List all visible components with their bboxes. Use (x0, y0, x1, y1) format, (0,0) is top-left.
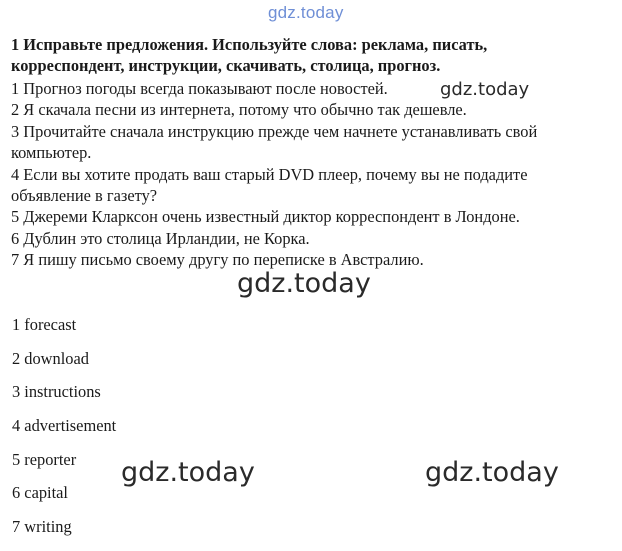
answer-4: 4 advertisement (12, 416, 117, 436)
sentence-1: 1 Прогноз погоды всегда показывают после новостей. (11, 79, 388, 98)
answer-7: 7 writing (12, 517, 72, 537)
watermark-bottom-right: gdz.today (425, 457, 559, 488)
sentence-3-continued: компьютер. (11, 143, 92, 163)
answer-1: 1 forecast (12, 315, 77, 334)
answer-5: 5 reporter (12, 449, 77, 469)
answer-list (12, 315, 116, 551)
watermark-bottom-left: gdz.today (121, 457, 255, 488)
sentence-6: 6 Дублин это столица Ирландии, не Корка. (11, 228, 310, 248)
task-block (11, 34, 616, 271)
answer-6: 6 capital (12, 483, 68, 503)
sentence-2: 2 Я скачала песни из интернета, потому что обычно так дешевле. (11, 100, 467, 120)
answer-3: 3 instructions (12, 382, 101, 402)
watermark-top: gdz.today (268, 3, 344, 22)
task-title-line-1: 1 Исправьте предложения. Используйте слова: реклама, писать, (11, 35, 488, 54)
watermark-inline: gdz.today (440, 79, 530, 100)
sentence-4-continued: объявление в газету? (11, 186, 158, 206)
sentence-5: 5 Джереми Кларксон очень известный диктор корреспондент в Лондоне. (11, 207, 520, 227)
answer-2: 2 download (12, 348, 89, 368)
sentence-7: 7 Я пишу письмо своему другу по переписке в Австралию. (11, 250, 424, 270)
sentence-3: 3 Прочитайте сначала инструкцию прежде чем начнете устанавливать свой (11, 121, 538, 141)
task-title (11, 34, 616, 76)
watermark-middle: gdz.today (237, 268, 371, 299)
sentence-4: 4 Если вы хотите продать ваш старый DVD плеер, почему вы не подадите (11, 164, 528, 184)
task-title-line-2: корреспондент, инструкции, скачивать, столица, прогноз. (11, 56, 441, 75)
